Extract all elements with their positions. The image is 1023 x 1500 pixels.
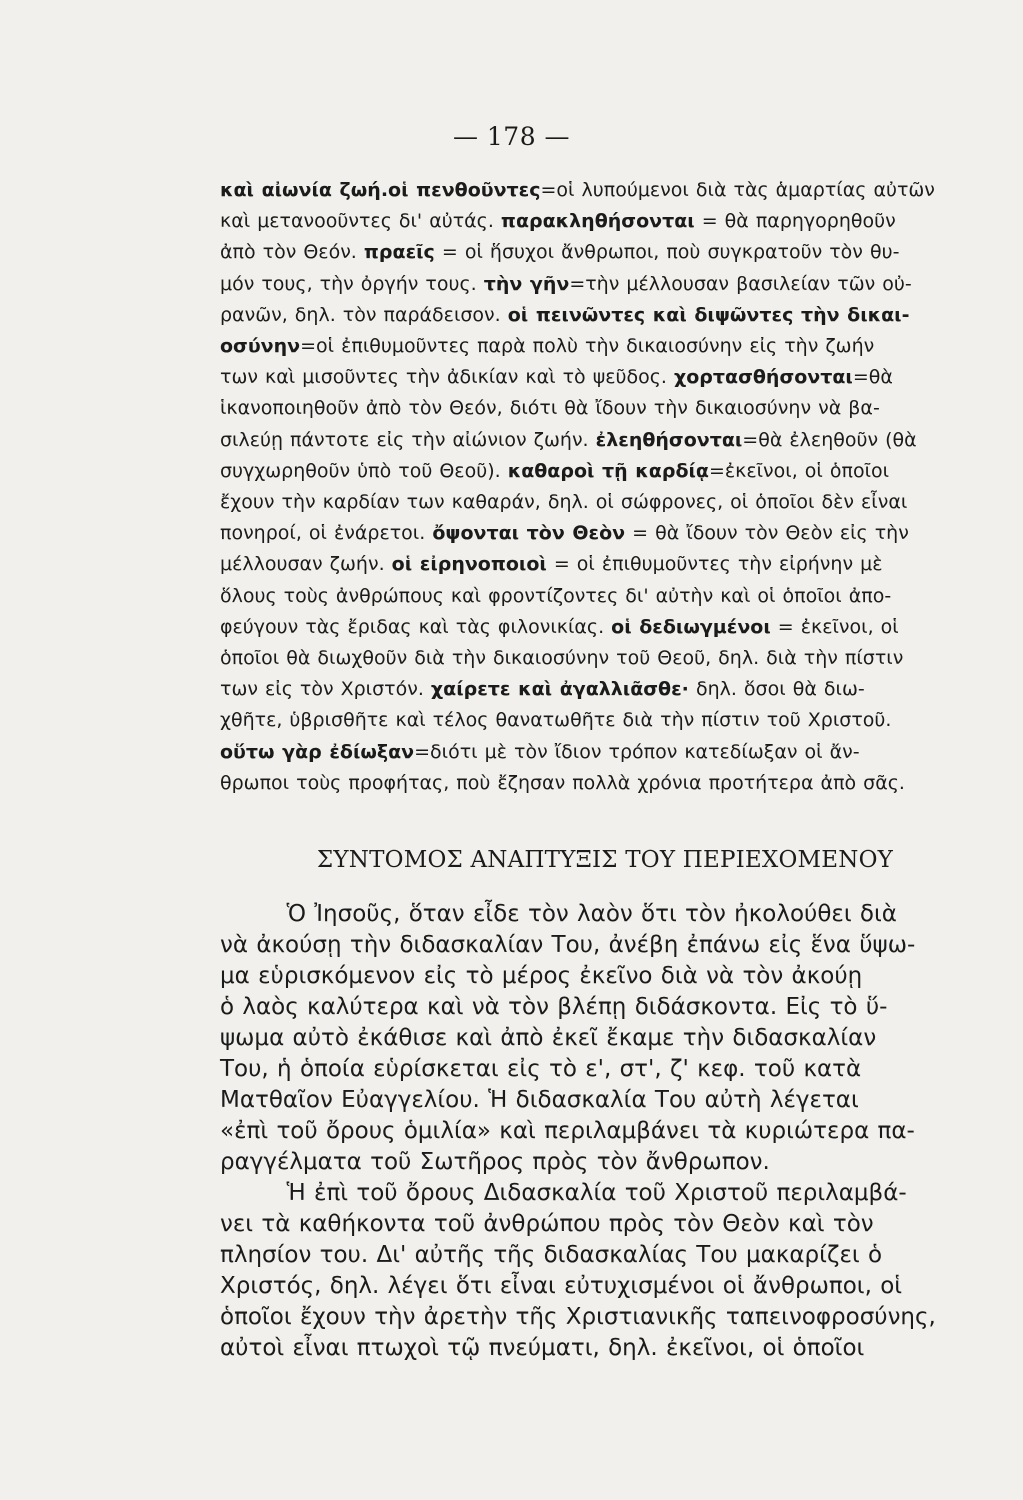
body-line: Ἡ ἐπὶ τοῦ ὄρους Διδασκαλία τοῦ Χριστοῦ περιλαμβά- (220, 1180, 907, 1206)
notes-line (220, 581, 994, 612)
notes-text: θρωποι τοὺς προφήτας, ποὺ ἔζησαν πολλὰ χρόνια προτήτερα ἀπὸ σᾶς. (220, 771, 905, 794)
notes-text: καὶ μετανοοῦντες δι' αὐτάς. (220, 210, 501, 233)
body-line: ραγγέλματα τοῦ Σωτῆρος πρὸς τὸν ἄνθρωπον. (220, 1149, 770, 1175)
term-bold: τὴν γῆν (483, 272, 570, 295)
notes-line (220, 612, 994, 643)
notes-text: των καὶ μισοῦντες τὴν ἀδικίαν καὶ τὸ ψεῦδος. (220, 366, 674, 389)
term-bold: παρακληθήσονται (500, 210, 695, 233)
notes-line (220, 331, 994, 362)
notes-line (220, 269, 994, 300)
notes-line (220, 643, 994, 674)
body-line: ὁ λαὸς καλύτερα καὶ νὰ τὸν βλέπῃ διδάσκοντα. Εἰς τὸ ὕ- (220, 994, 888, 1020)
notes-text: συγχωρηθοῦν ὑπὸ τοῦ Θεοῦ). (220, 459, 508, 482)
notes-text: =ἐκεῖνοι, οἱ ὁποῖοι (708, 459, 890, 482)
body-line: αὐτοὶ εἶναι πτωχοὶ τῷ πνεύματι, δηλ. ἐκεῖνοι, οἱ ὁποῖοι (220, 1335, 865, 1361)
notes-text: =θὰ ἐλεηθοῦν (θὰ (742, 428, 917, 451)
notes-text: σιλεύῃ πάντοτε εἰς τὴν αἰώνιον ζωήν. (220, 428, 596, 451)
term-bold: καθαροὶ τῇ καρδίᾳ (507, 459, 709, 482)
body-line: Χριστός, δηλ. λέγει ὅτι εἶναι εὐτυχισμένοι οἱ ἄνθρωποι, οἱ (220, 1273, 903, 1299)
notes-line (220, 237, 994, 268)
section-body (220, 899, 994, 1364)
notes-line (220, 768, 994, 799)
page-number: — 178 — (452, 122, 571, 151)
notes-line (220, 737, 994, 768)
notes-text: ὁποῖοι θὰ διωχθοῦν διὰ τὴν δικαιοσύνην τοῦ Θεοῦ, δηλ. διὰ τὴν πίστιν (220, 647, 904, 670)
notes-line (220, 674, 994, 705)
body-line: ψωμα αὐτὸ ἐκάθισε καὶ ἀπὸ ἐκεῖ ἔκαμε τὴν διδασκαλίαν (220, 1025, 877, 1051)
notes-line (220, 175, 994, 206)
notes-text: = θὰ ἴδουν τὸν Θεὸν εἰς τὴν (625, 522, 909, 545)
notes-text: =οἱ ἐπιθυμοῦντες παρὰ πολὺ τὴν δικαιοσύνην εἰς τὴν ζωήν (300, 335, 875, 358)
term-bold: πραεῖς (363, 241, 435, 264)
term-bold: οἱ δεδιωγμένοι (611, 615, 771, 638)
term-bold: οἱ πενθοῦντες (388, 179, 541, 201)
notes-line (220, 549, 994, 580)
body-line: Του, ἡ ὁποία εὑρίσκεται εἰς τὸ ε', στ', ζ' κεφ. τοῦ κατὰ (220, 1056, 862, 1082)
body-line: νὰ ἀκούσῃ τὴν διδασκαλίαν Του, ἀνέβη ἐπάνω εἰς ἕνα ὕψω- (220, 932, 916, 958)
notes-text: =οἱ λυπούμενοι διὰ τὰς ἁμαρτίας αὐτῶν (540, 179, 935, 201)
notes-text: =τὴν μέλλουσαν βασιλείαν τῶν οὐ- (569, 272, 912, 295)
notes-line (220, 362, 994, 393)
section-heading: ΣΥΝΤΟΜΟΣ ΑΝΑΠΤΥΞΙΣ ΤΟΥ ΠΕΡΙΕΧΟΜΕΝΟΥ (316, 847, 894, 873)
notes-text: ἔχουν τὴν καρδίαν των καθαράν, δηλ. οἱ σώφρονες, οἱ ὁποῖοι δὲν εἶναι (220, 491, 908, 514)
notes-text: ἀπὸ τὸν Θεόν. (220, 241, 364, 264)
term-bold: οἱ εἰρηνοποιοὶ (391, 553, 547, 576)
notes-text: δηλ. ὅσοι θὰ διω- (688, 678, 865, 701)
term-bold: οὕτω γὰρ ἐδίωξαν (220, 740, 415, 763)
notes-text: πονηροί, οἱ ἐνάρετοι. (220, 522, 433, 545)
body-line: «ἐπὶ τοῦ ὄρους ὁμιλία» καὶ περιλαμβάνει τὰ κυριώτερα πα- (220, 1118, 915, 1144)
notes-text: χθῆτε, ὑβρισθῆτε καὶ τέλος θανατωθῆτε διὰ τὴν πίστιν τοῦ Χριστοῦ. (220, 709, 892, 732)
notes-line (220, 456, 994, 487)
notes-text: μόν τους, τὴν ὀργήν τους. (220, 272, 484, 295)
body-line: νει τὰ καθήκοντα τοῦ ἀνθρώπου πρὸς τὸν Θεὸν καὶ τὸν (220, 1211, 874, 1237)
notes-line (220, 425, 994, 456)
notes-text: φεύγουν τὰς ἔριδας καὶ τὰς φιλονικίας. (220, 615, 612, 638)
body-line: Ὁ Ἰησοῦς, ὅταν εἶδε τὸν λαὸν ὅτι τὸν ἠκολούθει διὰ (220, 901, 897, 927)
notes-text: = οἱ ἥσυχοι ἄνθρωποι, ποὺ συγκρατοῦν τὸν θυ- (434, 241, 900, 264)
notes-text: = οἱ ἐπιθυμοῦντες τὴν εἰρήνην μὲ (546, 553, 883, 576)
notes-text: = θὰ παρηγορηθοῦν (694, 210, 896, 233)
notes-text: μέλλουσαν ζωήν. (220, 553, 392, 576)
body-line: μα εὑρισκόμενον εἰς τὸ μέρος ἐκεῖνο διὰ νὰ τὸν ἀκούῃ (220, 963, 863, 989)
commentary-notes (220, 175, 994, 799)
term-bold: χορτασθήσονται (673, 366, 853, 389)
body-line: ὁποῖοι ἔχουν τὴν ἀρετὴν τῆς Χριστιανικῆς ταπεινοφροσύνης, (220, 1304, 936, 1330)
term-bold: οσύνην (220, 335, 301, 358)
term-bold: χαίρετε καὶ ἀγαλλιᾶσθε· (430, 678, 689, 701)
notes-line (220, 300, 994, 331)
notes-line (220, 487, 994, 518)
notes-text: των εἰς τὸν Χριστόν. (220, 678, 431, 701)
term-bold: ὄψονται τὸν Θεὸν (432, 522, 626, 545)
term-bold: οἱ πεινῶντες καὶ διψῶντες τὴν δικαι- (507, 303, 910, 326)
body-line: Ματθαῖον Εὐαγγελίου. Ἡ διδασκαλία Του αὐτὴ λέγεται (220, 1087, 859, 1113)
notes-line (220, 393, 994, 424)
notes-text: ὅλους τοὺς ἀνθρώπους καὶ φροντίζοντες δι' αὐτὴν καὶ οἱ ὁποῖοι ἀπο- (220, 584, 892, 607)
notes-text: ἱκανοποιηθοῦν ἀπὸ τὸν Θεόν, διότι θὰ ἴδουν τὴν δικαιοσύνην νὰ βα- (220, 397, 880, 420)
notes-line (220, 518, 994, 549)
notes-text: =θὰ (852, 366, 893, 389)
notes-line (220, 705, 994, 736)
notes-text: ρανῶν, δηλ. τὸν παράδεισον. (220, 303, 508, 326)
notes-text: = ἐκεῖνοι, οἱ (770, 615, 899, 638)
body-line: πλησίον του. Δι' αὐτῆς τῆς διδασκαλίας Του μακαρίζει ὁ (220, 1242, 883, 1268)
notes-text: =διότι μὲ τὸν ἴδιον τρόπον κατεδίωξαν οἱ ἄν- (414, 740, 860, 763)
notes-line (220, 206, 994, 237)
term-bold: ἐλεηθήσονται (595, 428, 743, 451)
term-bold: καὶ αἰωνία ζωή. (220, 179, 389, 201)
